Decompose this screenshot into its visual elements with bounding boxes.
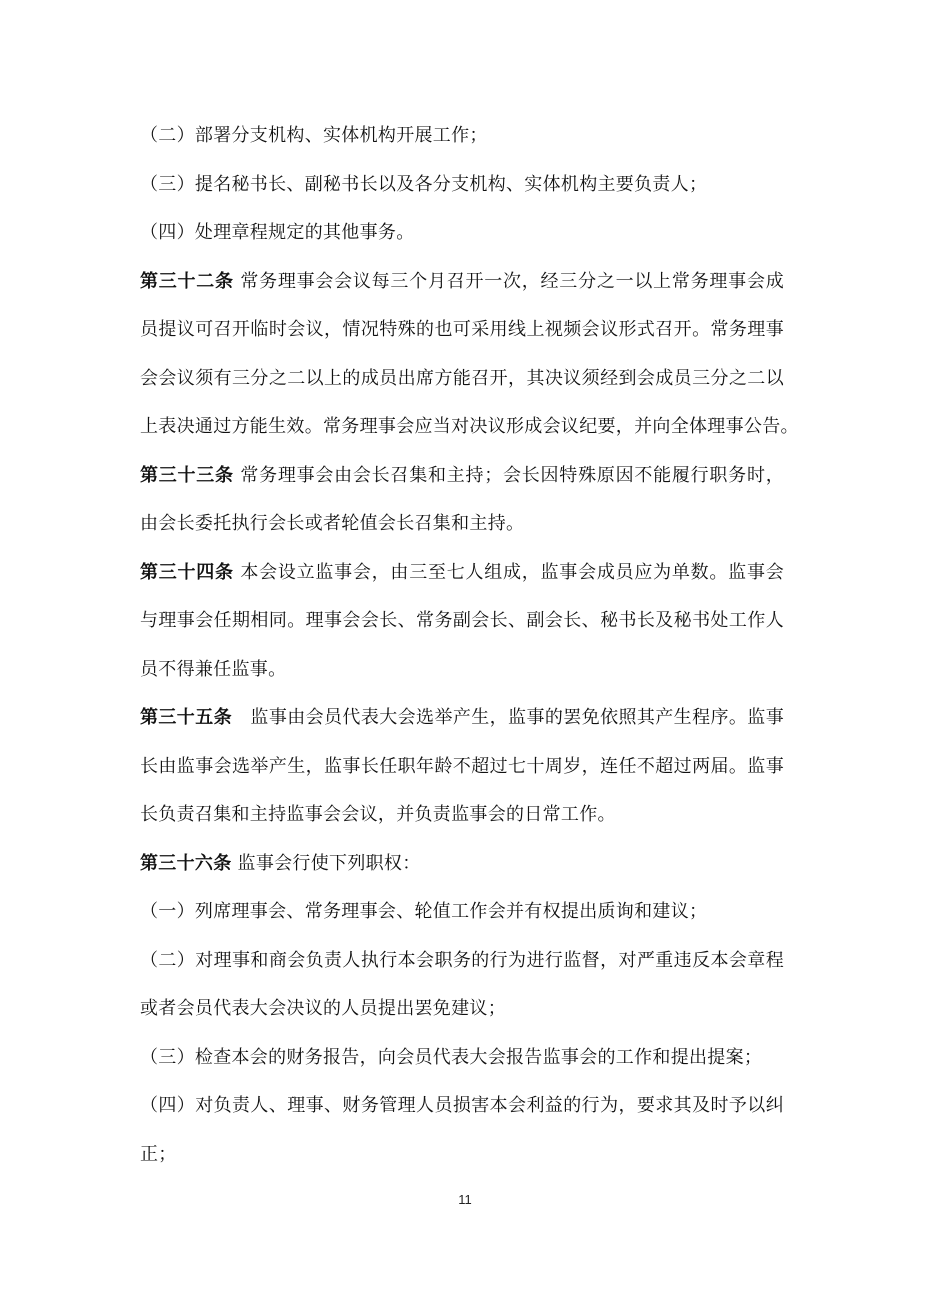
article-number: 第三十三条	[140, 464, 234, 486]
clause-line: （一）列席理事会、常务理事会、轮值工作会并有权提出质询和建议；	[140, 901, 708, 922]
document-body	[140, 112, 799, 1179]
article-number: 第三十四条	[140, 561, 234, 583]
clause-line: （四）对负责人、理事、财务管理人员损害本会利益的行为，要求其及时予以纠	[140, 1095, 784, 1116]
paragraph-line: 会会议须有三分之二以上的成员出席方能召开，其决议须经到会成员三分之二以	[140, 367, 784, 389]
paragraph-line: 由会长委托执行会长或者轮值会长召集和主持。	[140, 513, 525, 534]
clause-line: （二）部署分支机构、实体机构开展工作；	[140, 125, 488, 146]
article-35-line: 第三十五条 监事由会员代表大会选举产生，监事的罢免依照其产生程序。监事	[140, 707, 784, 728]
clause-line: （二）对理事和商会负责人执行本会职务的行为进行监督，对严重违反本会章程	[140, 949, 784, 971]
paragraph-line: 上表决通过方能生效。常务理事会应当对决议形成会议纪要，并向全体理事公告。	[140, 416, 799, 437]
clause-line: 或者会员代表大会决议的人员提出罢免建议；	[140, 998, 506, 1019]
paragraph-line: 与理事会任期相同。理事会会长、常务副会长、副会长、秘书长及秘书处工作人	[140, 610, 784, 631]
clause-line: 正；	[140, 1143, 177, 1165]
paragraph-line: 长负责召集和主持监事会会议，并负责监事会的日常工作。	[140, 804, 616, 825]
paragraph-line: 长由监事会选举产生，监事长任职年龄不超过七十周岁，连任不超过两届。监事	[140, 755, 784, 777]
article-33-line: 第三十三条 常务理事会由会长召集和主持；会长因特殊原因不能履行职务时，	[140, 464, 785, 486]
page-number: 11	[458, 1192, 472, 1207]
clause-line: （三）检查本会的财务报告，向会员代表大会报告监事会的工作和提出提案；	[140, 1046, 763, 1068]
clause-line: （四）处理章程规定的其他事务。	[140, 222, 415, 243]
article-number: 第三十六条	[140, 852, 232, 874]
article-number: 第三十五条	[140, 707, 233, 728]
paragraph-line: 员提议可召开临时会议，情况特殊的也可采用线上视频会议形式召开。常务理事	[140, 319, 784, 340]
article-number: 第三十二条	[140, 270, 234, 292]
clause-line: （三）提名秘书长、副秘书长以及各分支机构、实体机构主要负责人；	[140, 173, 708, 195]
paragraph-line: 员不得兼任监事。	[140, 658, 287, 680]
article-32-line: 第三十二条 常务理事会会议每三个月召开一次，经三分之一以上常务理事会成	[140, 270, 785, 292]
article-36-line: 第三十六条 监事会行使下列职权：	[140, 852, 421, 874]
article-34-line: 第三十四条 本会设立监事会，由三至七人组成，监事会成员应为单数。监事会	[140, 561, 785, 583]
